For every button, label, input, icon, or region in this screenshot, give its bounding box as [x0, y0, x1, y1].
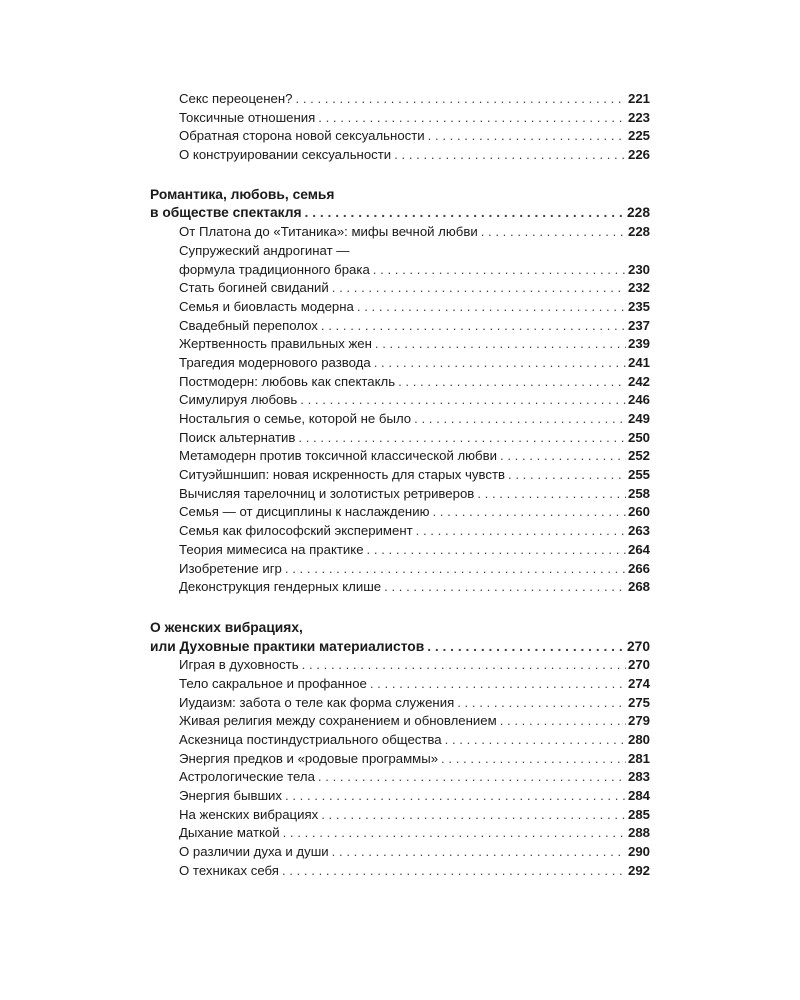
toc-entry[interactable]	[150, 694, 650, 713]
entry-page: 274	[627, 675, 650, 691]
leader-dots	[318, 768, 626, 787]
leader-dots	[432, 503, 626, 522]
toc-entry[interactable]	[150, 843, 650, 862]
section-heading-title: в обществе спектакля	[150, 205, 302, 221]
entry-page: 221	[627, 91, 650, 106]
entry-page: 226	[627, 147, 650, 163]
toc-entry[interactable]	[150, 862, 650, 881]
entry-title: Свадебный переполох	[179, 317, 318, 333]
entry-page: 260	[627, 504, 650, 520]
toc-entry[interactable]	[150, 541, 650, 560]
toc-entry[interactable]	[150, 750, 650, 769]
entry-page: 225	[627, 128, 650, 144]
toc-entry[interactable]	[150, 146, 650, 165]
entry-page: 266	[627, 560, 650, 576]
leader-dots	[305, 204, 625, 223]
toc-entry-line[interactable]: Супружеский андрогинат —	[179, 242, 350, 258]
toc-group-sexuality	[150, 90, 650, 165]
entry-page: 285	[627, 806, 650, 822]
leader-dots	[296, 90, 626, 109]
leader-dots	[285, 787, 626, 806]
toc-entry[interactable]	[150, 335, 650, 354]
leader-dots	[508, 466, 626, 485]
entry-title: Иудаизм: забота о теле как форма служения	[179, 694, 455, 710]
toc-entry[interactable]	[150, 261, 650, 280]
leader-dots	[321, 317, 626, 336]
entry-page: 241	[627, 354, 650, 370]
entry-page: 249	[627, 411, 650, 426]
entry-page: 250	[627, 429, 650, 445]
entry-page: 242	[627, 373, 650, 389]
entry-page: 237	[627, 317, 650, 333]
toc-entry[interactable]	[150, 354, 650, 373]
leader-dots	[394, 146, 626, 165]
leader-dots	[300, 391, 626, 410]
entry-title: Семья как философский эксперимент	[179, 523, 413, 539]
section-heading-title: или Духовные практики материалистов	[150, 638, 425, 654]
leader-dots	[285, 560, 626, 579]
section-heading-page: 270	[626, 638, 650, 654]
entry-title: Семья и биовласть модерна	[179, 298, 354, 314]
entry-title: Постмодерн: любовь как спектакль	[179, 373, 396, 389]
toc-entry[interactable]	[150, 824, 650, 843]
entry-page: 255	[627, 467, 650, 483]
entry-title: Поиск альтернатив	[179, 429, 296, 445]
entry-title: Аскезница постиндустриального общества	[179, 732, 442, 747]
leader-dots	[457, 694, 626, 713]
toc-entry[interactable]	[150, 279, 650, 298]
toc-entry[interactable]	[150, 656, 650, 675]
section-heading-entry[interactable]	[150, 638, 650, 657]
entry-page: 292	[627, 862, 650, 878]
entry-page: 280	[627, 732, 650, 747]
leader-dots	[414, 410, 626, 429]
leader-dots	[445, 731, 626, 750]
toc-entry[interactable]	[150, 768, 650, 787]
leader-dots	[318, 109, 626, 128]
entry-page: 239	[627, 336, 650, 352]
entry-page: 232	[627, 280, 650, 296]
leader-dots	[332, 279, 626, 298]
entry-page: 268	[627, 579, 650, 595]
leader-dots	[481, 223, 626, 242]
toc-entry[interactable]	[150, 712, 650, 731]
entry-title: О техниках себя	[179, 862, 279, 878]
entry-page: 263	[627, 523, 650, 539]
entry-title: Обратная сторона новой сексуальности	[179, 128, 425, 144]
entry-title: О конструировании сексуальности	[179, 147, 392, 163]
entry-title: Вычисляя тарелочниц и золотистых ретриверов	[179, 485, 475, 501]
entry-title: Трагедия модернового развода	[179, 354, 371, 370]
toc-entry[interactable]	[150, 485, 650, 504]
leader-dots	[321, 806, 626, 825]
entry-title: О различии духа и души	[179, 844, 329, 860]
entry-page: 288	[627, 825, 650, 841]
entry-page: 270	[627, 657, 650, 673]
toc-entry[interactable]	[150, 806, 650, 825]
entry-page: 258	[627, 485, 650, 501]
toc-entry[interactable]	[150, 109, 650, 128]
toc-entry[interactable]	[150, 298, 650, 317]
entry-title: Энергия бывших	[179, 788, 282, 804]
entry-title: Токсичные отношения	[179, 109, 316, 125]
entry-page: 235	[627, 298, 650, 314]
leader-dots	[370, 675, 626, 694]
toc-entry[interactable]	[150, 410, 650, 429]
leader-dots	[384, 578, 626, 597]
entry-title: Дыхание маткой	[179, 825, 280, 841]
leader-dots	[441, 750, 626, 769]
leader-dots	[428, 127, 626, 146]
entry-page: 228	[627, 224, 650, 240]
leader-dots	[332, 843, 626, 862]
entry-page: 284	[627, 788, 650, 804]
leader-dots	[298, 429, 626, 448]
leader-dots	[500, 447, 626, 466]
leader-dots	[427, 638, 625, 657]
entry-title: Жертвенность правильных жен	[179, 336, 372, 352]
toc-entry[interactable]	[150, 787, 650, 806]
entry-page: 281	[627, 750, 650, 766]
entry-title: Ностальгия о семье, которой не было	[179, 411, 412, 426]
leader-dots	[374, 354, 626, 373]
entry-title: формула традиционного брака	[179, 261, 370, 277]
entry-title: Изобретение игр	[179, 560, 282, 576]
entry-title: Ситуэйшншип: новая искренность для старых чувств	[179, 467, 506, 483]
section-heading-line[interactable]: О женских вибрациях,	[150, 619, 303, 635]
leader-dots	[373, 261, 626, 280]
entry-page: 279	[627, 713, 650, 729]
entry-page: 264	[627, 541, 650, 557]
entry-page: 252	[627, 448, 650, 464]
entry-title: От Платона до «Титаника»: мифы вечной любви	[179, 224, 478, 240]
entry-title: Теория мимесиса на практике	[179, 541, 364, 557]
leader-dots	[357, 298, 626, 317]
entry-title: Энергия предков и «родовые программы»	[179, 750, 439, 766]
toc-section-romance	[150, 186, 650, 597]
entry-page: 223	[627, 109, 650, 125]
entry-title: Астрологические тела	[179, 769, 315, 785]
leader-dots	[500, 712, 626, 731]
toc-entry[interactable]	[150, 522, 650, 541]
toc-entry[interactable]	[150, 90, 650, 109]
entry-page: 230	[627, 261, 650, 277]
leader-dots	[283, 824, 626, 843]
toc-entry[interactable]	[150, 675, 650, 694]
entry-title: На женских вибрациях	[179, 806, 319, 822]
toc-entry[interactable]	[150, 466, 650, 485]
leader-dots	[302, 656, 626, 675]
entry-title: Играя в духовность	[179, 657, 299, 673]
entry-title: Метамодерн против токсичной классической любви	[179, 448, 497, 464]
toc-entry[interactable]	[150, 223, 650, 242]
leader-dots	[416, 522, 626, 541]
entry-title: Деконструкция гендерных клише	[179, 579, 382, 595]
toc-entry[interactable]	[150, 447, 650, 466]
section-heading-line[interactable]: Романтика, любовь, семья	[150, 186, 335, 202]
entry-title: Тело сакральное и профанное	[179, 675, 367, 691]
toc-entry[interactable]	[150, 373, 650, 392]
entry-title: Семья — от дисциплины к наслаждению	[179, 504, 430, 520]
entry-title: Симулируя любовь	[179, 392, 298, 408]
entry-title: Секс переоценен?	[179, 91, 293, 106]
toc-entry[interactable]	[150, 127, 650, 146]
toc-entry[interactable]	[150, 731, 650, 750]
entry-title: Живая религия между сохранением и обновлением	[179, 713, 497, 729]
leader-dots	[398, 373, 626, 392]
toc-entry[interactable]	[150, 317, 650, 336]
leader-dots	[367, 541, 626, 560]
toc-section-vibrations	[150, 619, 650, 881]
leader-dots	[282, 862, 626, 881]
entry-page: 246	[627, 392, 650, 408]
toc-entry[interactable]	[150, 578, 650, 597]
section-heading-entry[interactable]	[150, 204, 650, 223]
entry-page: 290	[627, 844, 650, 860]
toc-entry[interactable]	[150, 391, 650, 410]
entry-page: 283	[627, 769, 650, 785]
leader-dots	[375, 335, 626, 354]
entry-title: Стать богиней свиданий	[179, 280, 329, 296]
entry-page: 275	[627, 694, 650, 710]
toc-entry[interactable]	[150, 429, 650, 448]
toc-entry[interactable]	[150, 503, 650, 522]
table-of-contents	[150, 90, 650, 881]
toc-entry[interactable]	[150, 560, 650, 579]
leader-dots	[477, 485, 626, 504]
section-heading-page: 228	[626, 205, 650, 221]
